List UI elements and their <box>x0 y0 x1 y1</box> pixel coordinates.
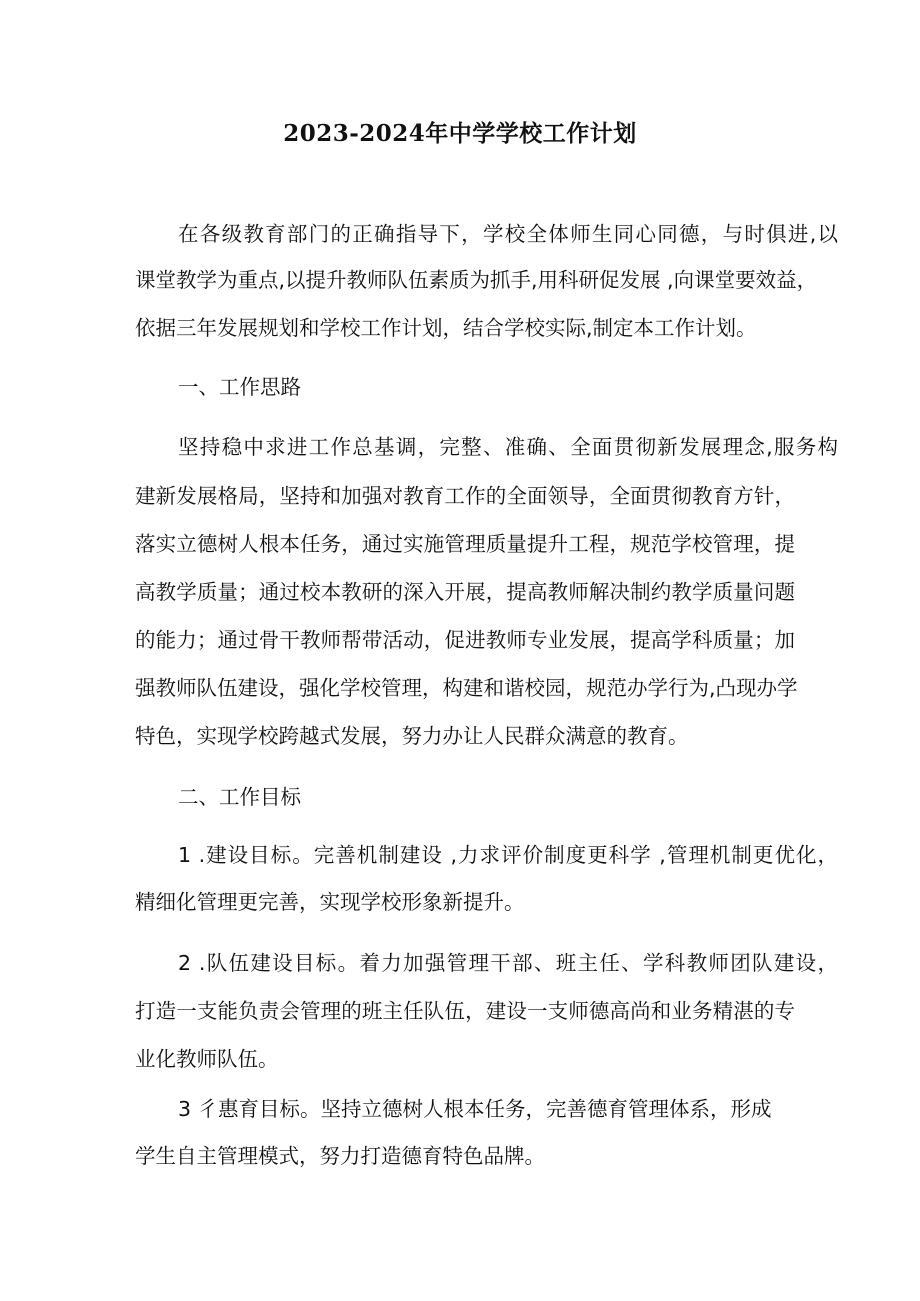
goal-line: 学生自主管理模式，努力打造德育特色品牌。 <box>135 1144 545 1168</box>
goal-line: 业化教师队伍。 <box>135 1047 279 1071</box>
approach-line: 落实立德树人根本任务，通过实施管理质量提升工程，规范学校管理，提 <box>135 532 795 556</box>
section-heading-goals: 二、工作目标 <box>178 785 301 809</box>
approach-line: 建新发展格局，坚持和加强对教育工作的全面领导，全面贯彻教育方针， <box>135 484 795 508</box>
approach-line: 的能力；通过骨干教师帮带活动，促进教师专业发展，提高学科质量；加 <box>135 628 795 652</box>
intro-line: 依据三年发展规划和学校工作计划，结合学校实际,制定本工作计划。 <box>135 316 757 340</box>
goal-line: 3 彳惠育目标。坚持立德树人根本任务，完善德育管理体系，形成 <box>178 1097 772 1121</box>
goal-line: 1 .建设目标。完善机制建设 ,力求评价制度更科学 ,管理机制更优化， <box>178 843 838 867</box>
goal-line: 打造一支能负责会管理的班主任队伍，建设一支师德高尚和业务精湛的专 <box>135 999 795 1023</box>
section-heading-approach: 一、工作思路 <box>178 375 301 399</box>
intro-line: 在各级教育部门的正确指导下，学校全体师生同心同德，与时俱进,以 <box>178 222 838 246</box>
intro-line: 课堂教学为重点,以提升教师队伍素质为抓手,用科研促发展 ,向课堂要效益， <box>135 268 818 292</box>
approach-line: 强教师队伍建设，强化学校管理，构建和谐校园，规范办学行为,凸现办学 <box>135 676 798 700</box>
approach-line: 坚持稳中求进工作总基调，完整、准确、全面贯彻新发展理念,服务构 <box>178 435 838 459</box>
approach-line: 高教学质量；通过校本教研的深入开展，提高教师解决制约教学质量问题 <box>135 580 795 604</box>
approach-line: 特色，实现学校跨越式发展，努力办让人民群众满意的教育。 <box>135 724 689 748</box>
document-title: 2023-2024年中学学校工作计划 <box>283 120 637 147</box>
goal-line: 精细化管理更完善，实现学校形象新提升。 <box>135 890 525 914</box>
goal-line: 2 .队伍建设目标。着力加强管理干部、班主任、学科教师团队建设， <box>178 951 838 975</box>
